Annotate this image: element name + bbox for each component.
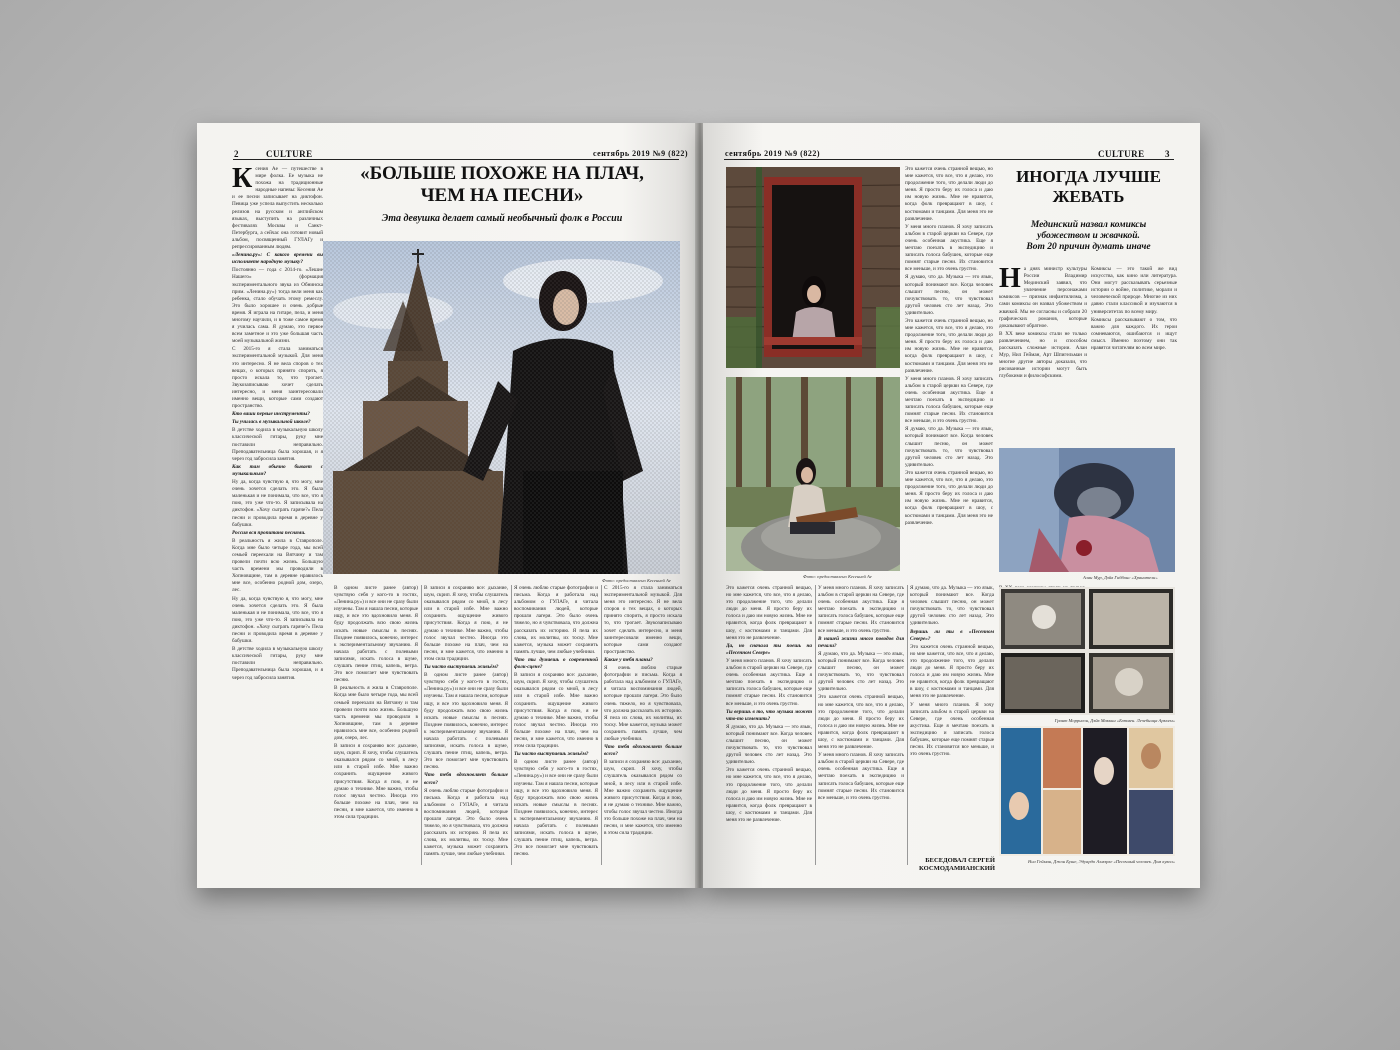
column-d-text-b: Это кажется очень странной вещью, но мне кажется, что все, что я делаю, это продолжение того, что делали люди до меня. Я просто беру их голоса и даю им новую жизнь. Мне не нравится, когда фолк превращают в шоу, с костюмами и танцами. Для меня это не развлечение. (910, 643, 994, 700)
column-d-text-c: У меня много планов. Я хочу записать альбом в старой церкви на Севере, где очень особенная акустика. Еще я мечтаю поехать в экспедицию и записать голоса бабушек, которые еще помнят старые песни. Их становится все меньше, и это очень грустно. (910, 701, 994, 758)
article-column-b (726, 585, 812, 870)
column-rule (601, 585, 602, 865)
subheadline: Эта девушка делает самый необычный фолк в России (381, 213, 623, 224)
answer-5-more: В детстве ходила в музыкальную школу классической гитары, руку мне поставили неправильно. Преподавательница была хорошая, и я через год забросила занятия. (232, 646, 323, 681)
column-a-text: Это кажется очень странной вещью, но мне кажется, что все, что я делаю, это продолжение того, что делали люди до меня. Я просто беру их голоса и даю им новую жизнь. Мне не нравится, когда фолк превращают в шоу, с костюмами и танцами. Для меня это не развлечение. (905, 166, 993, 222)
question-1: «Ленина.ру»: С какого времени вы исполняете народную музыку? (232, 252, 323, 266)
drop-cap: Н (999, 266, 1021, 294)
headline (337, 163, 667, 207)
comic-caption-3: Нил Гейман, Джон Буше, Эдуардо Алмэрле «Песочный человек. Дом кукол» (1028, 859, 1175, 864)
left-page (197, 123, 697, 888)
column-2-text: В одном листе ранее (автор) чувствую себя у кого-то в гостях, «Ленина.ру») и все они не сразу были изучены. Там я нашла песни, которые ищу, и все это вдохновило меня. Я буду продолжать всю свою жизнь искать новые смыслы в песнях. Позднее появилось, конечно, интерес к экспериментальному звучанию. Я начала работать с полевыми записями, искать голоса в шуме, слушать пение птиц, капель, ветра. Это все помогает мне чувствовать песню. (334, 585, 418, 684)
answer-3: В детстве ходила в музыкальную школу классической гитары, руку мне поставили неправильно. Преподавательница была хорошая, и я через год забросила занятия. (232, 427, 323, 462)
column-b-text-c: Я думаю, что да. Музыка — это язык, который понимают все. Когда человек слышит песню, он может почувствовать то, что чувствовал другой человек сто лет назад. Это удивительно. (726, 723, 812, 766)
comic-panel-sandman (999, 726, 1175, 856)
column-c-text-d: У меня много планов. Я хочу записать альбом в старой церкви на Севере, где очень особенная акустика. Еще я мечтаю поехать в экспедицию и записать голоса бабушек, которые еще помнят старые песни. Их становится все меньше, и это очень грустно. (818, 752, 904, 801)
question-7-repeat: Что тебя вдохновляет больше всего? (604, 744, 682, 758)
column-3-text-c: Я очень люблю старые фотографии и письма. Когда я работала над альбомом о ГУЛАГе, я читала воспоминания людей, которые прошли лагеря. Это было очень тяжело, но я чувствовала, что должна рассказать их историю. Я пела их слова, их молитвы, их тоску. Мне кажется, музыка может сохранить память лучше, чем любые учебники. (424, 787, 508, 858)
question-8: Что ты думаешь о современной фолк-сцене? (514, 656, 598, 671)
column-a-text-e: У меня много планов. Я хочу записать альбом в старой церкви на Севере, где очень особенная акустика. Еще я мечтаю поехать в экспедицию и записать голоса бабушек, которые еще помнят старые песни. Их становится все меньше, и это очень грустно. (905, 375, 993, 425)
comics-headline (1001, 167, 1176, 207)
right-page (703, 123, 1200, 888)
column-2-text-c: В записи я сохраняю все: дыхание, шум, скрип. Я хочу, чтобы слушатель оказывался рядом со мной, в лесу или в старой избе. Мне важно сохранить ощущение живого присутствия. Когда я пою, я не думаю о технике. Мне важно, чтобы голос звучал честно. Иногда это больше похоже на плач, чем на песни, и мне кажется, что именно в этом сила традиции. (334, 743, 418, 820)
forest-photo (726, 377, 900, 571)
answer-5-repeat: Ну да, когда чувствую я, что могу, мне очень хочется сделать это. Я была маленькая и не понимала, что все, что я пою, это уже что-то. Я записывала на диктофон. «Хочу сыграть гаряче?» Пела песни и проводила время в деревне у бабушки. (232, 595, 323, 645)
answer-4: Ну да, когда чувствую я, что могу, мне очень хочется сделать это. Я была маленькая и не понимала, что все, что я пою, это уже что-то. Я записывала на диктофон. «Хочу сыграть гаряче?» Пела песни и проводила время в деревне у бабушки. (232, 479, 323, 528)
comic-caption-2: Грант Моррисон, Дэйв Маккин «Бэтмен. Лечебница Аркхем» (1054, 718, 1175, 723)
question-4: Как там обычно бывает с музыкальным? (232, 463, 323, 477)
column-b-text-b: У меня много планов. Я хочу записать альбом в старой церкви на Севере, где очень особенная акустика. Еще я мечтаю поехать в экспедицию и записать голоса бабушек, которые еще помнят старые песни. Их становится все меньше, и это очень грустно. (726, 657, 812, 707)
issue-label: сентябрь 2019 №9 (822) (725, 149, 821, 158)
column-c-text-b: Я думаю, что да. Музыка — это язык, который понимают все. Когда человек слышит песню, он может почувствовать то, что чувствовал другой человек сто лет назад. Это удивительно. (818, 650, 904, 693)
article-column-5 (604, 585, 682, 870)
article-column-4 (514, 585, 598, 870)
comics-column-2-text: Комиксы — это такой же вид искусства, как кино или литература. Они могут рассказывать серьезные истории о войне, политике, морали и человеческой природе. Многие из них давно стали классикой и изучаются в университетах по всему миру. (1091, 266, 1177, 315)
answer-1b: С 2015-го я стала заниматься экспериментальной музыкой. Для меня это интересно. Я не вела споров о тех вещах, о которых принято спорить, я просто искала то, что трогает. Звукозаписываю хочет сделать интересно, и меня заинтересовали именно вещи, которые сами создают пространство. (232, 346, 323, 410)
drop-cap: К (232, 166, 253, 194)
issue-label: сентябрь 2019 №9 (822) (593, 149, 689, 158)
question-9: Какие у тебя планы? (604, 656, 653, 663)
question-r3: В нашей жизни много поводов для печали? (818, 635, 904, 649)
column-5-text-b: Я очень люблю старые фотографии и письма. Когда я работала над альбомом о ГУЛАГе, я читала воспоминания людей, которые прошли лагеря. Это было очень тяжело, но я чувствовала, что должна рассказать их историю. Я пела их слова, их молитвы, их тоску. Мне кажется, музыка может сохранить память лучше, чем любые учебники. (604, 665, 682, 742)
question-r1: Да, но сначала ты поешь на «Песенном Севере» (726, 642, 812, 656)
portrait-photo-illustration (323, 241, 680, 574)
article-column-2 (334, 585, 418, 870)
byline-line-2: КОСМОДАМИАНСКИЙ (919, 865, 995, 872)
column-4-text-b: В записи я сохраняю все: дыхание, шум, скрип. Я хочу, чтобы слушатель оказывался рядом со мной, в лесу или в старой избе. Мне важно сохранить ощущение живого присутствия. Когда я пою, я не думаю о технике. Мне важно, чтобы голос звучал честно. Иногда это больше похоже на плач, чем на песни, и мне кажется, что именно в этом сила традиции. (514, 672, 598, 750)
comic-illustration-2 (999, 587, 1175, 715)
comics-column-2 (1091, 266, 1177, 446)
comics-column-1-text-b: В XX веке комиксы стали не только развлечением, но и способом рассказать сложные истории. Алан Мур, Нил Гейман, Арт Шпигельман и многие другие авторы доказали, что рисованные истории могут быть глубокими и философскими. (999, 330, 1087, 380)
column-a-text-c: Я думаю, что да. Музыка — это язык, который понимают все. Когда человек слышит песню, он может почувствовать то, что чувствовал другой человек сто лет назад. Это удивительно. (905, 274, 993, 316)
intro-text: сения Ae — путешестве в мире фолка. Ее музыка не похожа на традиционные народные напевы: Кесения Ae и ее песни записывает на диктофон. Певица уже успела выпустить несколько релизов на русском и английском языках, выступить на различных фестивалях Москвы и Санкт-Петербурга, а сейчас она готовит новый альбом, посвященный ГУЛАГу и репрессированным людям. (232, 166, 323, 251)
comics-headline-line-2: ЖЕВАТЬ (1052, 187, 1125, 206)
byline-line-1: БЕСЕДОВАЛ СЕРГЕЙ (925, 857, 995, 864)
article-column-c (818, 585, 904, 870)
column-rule (511, 585, 512, 865)
column-a-text-f: Я думаю, что да. Музыка — это язык, который понимают все. Когда человек слышит песню, он может почувствовать то, что чувствовал другой человек сто лет назад. Это удивительно. (905, 426, 993, 468)
comics-subheadline (1001, 220, 1176, 253)
question-r2: Ты веришь в то, что музыка может что-то изменить? (726, 708, 812, 722)
column-b-text-d: Это кажется очень странной вещью, но мне кажется, что все, что я делаю, это продолжение того, что делали люди до меня. Я просто беру их голоса и даю им новую жизнь. Мне не нравится, когда фолк превращают в шоу, с костюмами и танцами. Для меня это не развлечение. (726, 767, 812, 823)
headline-line-2: ЧЕМ НА ПЕСНИ» (420, 185, 584, 206)
comics-subheadline-line-2: убожеством и жвачкой. (1037, 231, 1140, 241)
column-4-text: Я очень люблю старые фотографии и письма. Когда я работала над альбомом о ГУЛАГе, я читала воспоминания людей, которые прошли лагеря. Это было очень тяжело, но я чувствовала, что должна рассказать их историю. Я пела их слова, их молитвы, их тоску. Мне кажется, музыка может сохранить память лучше, чем любые учебники. (514, 585, 598, 655)
forest-photo-illustration (726, 377, 900, 571)
question-6-repeat: Ты часто выступаешь живьём? (514, 751, 589, 758)
headline-line-1: «БОЛЬШЕ ПОХОЖЕ НА ПЛАЧ, (360, 163, 644, 184)
comics-subheadline-line-3: Вот 20 причин думать иначе (1026, 242, 1151, 252)
comic-panel-arkham (999, 587, 1175, 715)
window-photo (726, 167, 900, 368)
column-4-text-c: В одном листе ранее (автор) чувствую себя у кого-то в гостях, «Ленина.ру») и все они не сразу были изучены. Там я нашла песни, которые ищу, и все это вдохновило меня. Я буду продолжать всю свою жизнь искать новые смыслы в песнях. Позднее появилось, конечно, интерес к экспериментальному звучанию. Я начала работать с полевыми записями, искать голоса в шуме, слушать пение птиц, капель, ветра. Это все помогает мне чувствовать песню. (514, 759, 598, 858)
main-photo (323, 241, 680, 574)
question-7: Что тебя вдохновляет больше всего? (424, 772, 508, 786)
column-a-text-d: Это кажется очень странной вещью, но мне кажется, что все, что я делаю, это продолжение того, что делали люди до меня. Я просто беру их голоса и даю им новую жизнь. Мне не нравится, когда фолк превращают в шоу, с костюмами и танцами. Для меня это не развлечение. (905, 317, 993, 374)
answer-1: Постоянно — года с 2014-го. «Лешие Нашего» (формация экспериментального звука из Обнинска прим. «Ленина.ру») тогда вели меня как ребенка, стало обучать этому ремеслу. Это было хорошее и очень добрые время. Я играла на гитаре, пела, и меня многому научили, и в тоже самое время я училась сама. Я думаю, это первое всем заметное и это уже большая часть моей музыкальной жизни. (232, 267, 323, 345)
comics-headline-line-1: ИНОГДА ЛУЧШЕ (1016, 167, 1161, 186)
question-r4: Веришь ли ты в «Песенном Севере»? (910, 628, 994, 642)
column-c-text-c: Это кажется очень странной вещью, но мне кажется, что все, что я делаю, это продолжение того, что делали люди до меня. Я просто беру их голоса и даю им новую жизнь. Мне не нравится, когда фолк превращают в шоу, с костюмами и танцами. Для меня это не развлечение. (818, 694, 904, 751)
question-6: Ты часто выступаешь живьём? (424, 664, 499, 671)
question-5: Россия вся пропитана песнями. (232, 529, 306, 536)
article-column-3 (424, 585, 508, 870)
question-2: Кто ваши первые инструменты? (232, 411, 310, 418)
column-a-text-g: Это кажется очень странной вещью, но мне кажется, что все, что я делаю, это продолжение того, что делали люди до меня. Я просто беру их голоса и даю им новую жизнь. Мне не нравится, когда фолк превращают в шоу, с костюмами и танцами. Для меня это не развлечение. (905, 469, 993, 526)
comics-column-2-text-b: Комиксы рассказывают о том, что важно для каждого. Их герои сомневаются, ошибаются и ищут смысл. Именно поэтому они так нравятся читателям во всем мире. (1091, 316, 1177, 352)
section-label: CULTURE (266, 149, 313, 159)
column-rule (907, 585, 908, 865)
column-5-text: С 2015-го я стала заниматься экспериментальной музыкой. Для меня это интересно. Я не вела споров о тех вещах, о которых принято спорить, я просто искала то, что трогает. Звукозаписываю хочет сделать интересно, и меня заинтересовали именно вещи, которые сами создают пространство. (604, 585, 682, 655)
column-3-text: В записи я сохраняю все: дыхание, шум, скрип. Я хочу, чтобы слушатель оказывался рядом со мной, в лесу или в старой избе. Мне важно сохранить ощущение живого присутствия. Когда я пою, я не думаю о технике. Мне важно, чтобы голос звучал честно. Иногда это больше похоже на плач, чем на песни, и мне кажется, что именно в этом сила традиции. (424, 585, 508, 662)
page-number: 2 (234, 149, 239, 159)
question-3: Ты училась в музыкальной школе? (232, 419, 311, 426)
comic-illustration-1 (999, 448, 1175, 572)
comics-subheadline-line-1: Мединский назвал комиксы (1030, 220, 1147, 230)
column-a-text-b: У меня много планов. Я хочу записать альбом в старой церкви на Севере, где очень особенная акустика. Еще я мечтаю поехать в экспедицию и записать голоса бабушек, которые еще помнят старые песни. Их становится все меньше, и это очень грустно. (905, 223, 993, 273)
article-column-a (905, 166, 993, 606)
section-label: CULTURE (1098, 149, 1145, 159)
byline (903, 857, 995, 873)
column-2-text-b: В реальность я жила в Ставрополе. Когда мне было четыре года, мы всей семьей переехали на Вятчину и там провели почти всю жизнь. Большую часть времени мы проводили в Хопновщине, там в деревне нравилось мне все, особенно родной дом, озеро, лес. (334, 685, 418, 741)
column-c-text: У меня много планов. Я хочу записать альбом в старой церкви на Севере, где очень особенная акустика. Еще я мечтаю поехать в экспедицию и записать голоса бабушек, которые еще помнят старые песни. Их становится все меньше, и это очень грустно. (818, 585, 904, 634)
column-5-text-c: В записи я сохраняю все: дыхание, шум, скрип. Я хочу, чтобы слушатель оказывался рядом со мной, в лесу или в старой избе. Мне важно сохранить ощущение живого присутствия. Когда я пою, я не думаю о технике. Мне важно, чтобы голос звучал честно. Иногда это больше похоже на плач, чем на песни, и мне кажется, что именно в этом сила традиции. (604, 759, 682, 837)
column-b-text: Это кажется очень странной вещью, но мне кажется, что все, что я делаю, это продолжение того, что делали люди до меня. Я просто беру их голоса и даю им новую жизнь. Мне не нравится, когда фолк превращают в шоу, с костюмами и танцами. Для меня это не развлечение. (726, 585, 812, 641)
header-rule (233, 159, 679, 160)
comics-column-1 (999, 266, 1087, 446)
header-rule (724, 159, 1174, 160)
comic-panel-watchmen (999, 448, 1175, 572)
photo-caption: Фото: предоставлено Кесенией Ae (803, 574, 872, 579)
column-d-text: Я думаю, что да. Музыка — это язык, который понимают все. Когда человек слышит песню, он может почувствовать то, что чувствовал другой человек сто лет назад. Это удивительно. (910, 585, 994, 627)
page-number: 3 (1165, 149, 1170, 159)
article-column-d (910, 585, 994, 853)
comics-intro-text: а днях министр культуры России Владимир Мединский заявил, что увлечение персонажами комиксов — признак инфантилизма, а сами комиксы он назвал убожеством и жвачкой. Мы не согласны и собрали 20 графических романов, которые доказывают обратное. (999, 266, 1087, 329)
comic-illustration-3 (999, 726, 1175, 856)
comic-caption-1: Алан Мур, Дэйв Гиббонс «Хранители» (1083, 575, 1158, 580)
article-column-1 (232, 166, 323, 871)
wooden-house-photo-illustration (726, 167, 900, 368)
column-3-text-b: В одном листе ранее (автор) чувствую себя у кого-то в гостях, «Ленина.ру») и все они не сразу были изучены. Там я нашла песни, которые ищу, и все это вдохновило меня. Я буду продолжать всю свою жизнь искать новые смыслы в песнях. Позднее появилось, конечно, интерес к экспериментальному звучанию. Я начала работать с полевыми записями, искать голоса в шуме, слушать пение птиц, капель, ветра. Это все помогает мне чувствовать песню. (424, 672, 508, 771)
column-rule (421, 585, 422, 865)
answer-5: В реальность я жила в Ставрополе. Когда мне было четыре года, мы всей семьей переехали на Вятчину и там провели почти всю жизнь. Большую часть времени мы проводили в Хопновщине, там в деревне нравилось мне все, особенно родной дом, озеро, лес. (232, 537, 323, 594)
column-rule (815, 585, 816, 865)
photo-caption: Фото: предоставлено Кесенией Ae (602, 578, 671, 583)
